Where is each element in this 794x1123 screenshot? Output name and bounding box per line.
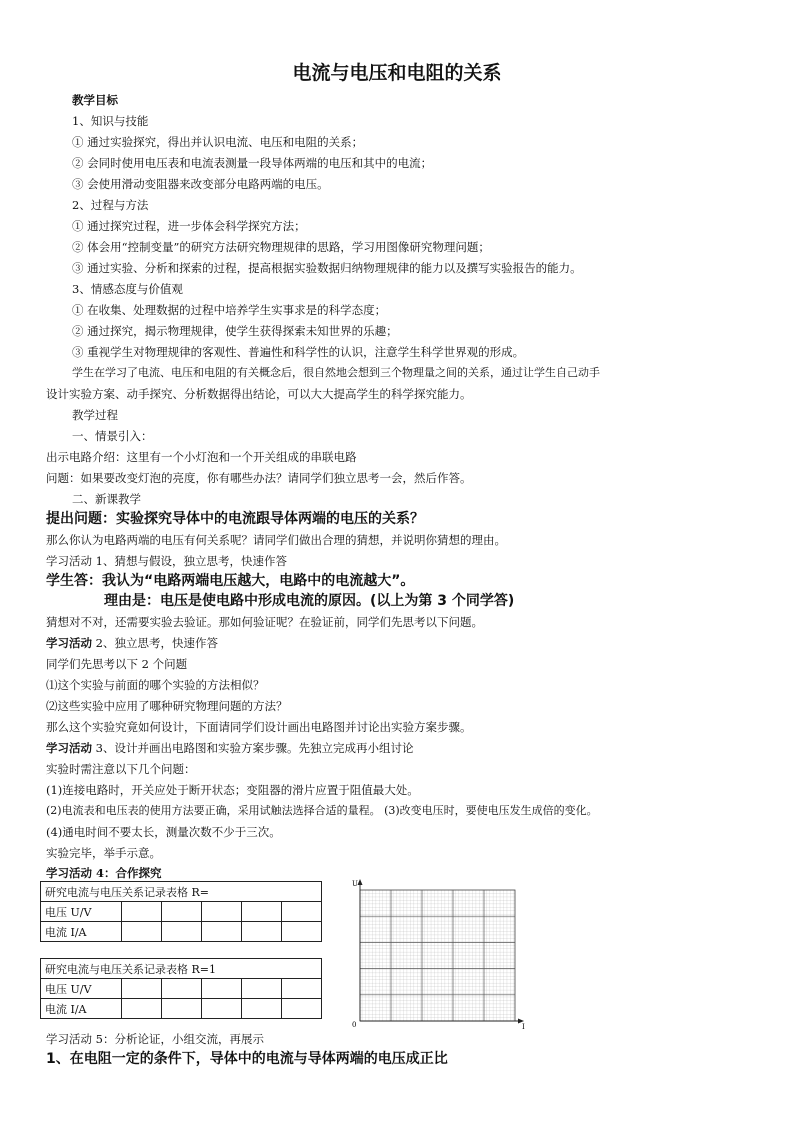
table-cell[interactable] [122, 902, 162, 922]
record-table-2 [40, 958, 322, 1019]
section-heading: 教学目标 [72, 93, 118, 107]
table-cell[interactable] [241, 999, 281, 1019]
text-line: 实验时需注意以下几个问题： [46, 762, 196, 776]
text-line: 那么这个实验究竟如何设计，下面请同学们设计画出电路图并讨论出实验方案步骤。 [46, 720, 472, 734]
table-cell[interactable] [161, 979, 201, 999]
table-cell[interactable] [122, 922, 162, 942]
text-line: (1)连接电路时，开关应处于断开状态；变阻器的滑片应置于阻值最大处。 [46, 783, 419, 797]
row-label: 电压 U/V [41, 979, 122, 999]
text-line: 设计实验方案、动手探究、分析数据得出结论，可以大大提高学生的科学探究能力。 [46, 387, 472, 401]
origin-label: 0 [352, 1021, 357, 1029]
text-line: ② 通过探究，揭示物理规律，使学生获得探索未知世界的乐趣； [72, 324, 398, 338]
u-i-graph-paper [348, 876, 532, 1034]
page-title: 电流与电压和电阻的关系 [292, 62, 502, 84]
activity-label: 学习活动 [46, 741, 92, 755]
text-line: ③ 通过实验、分析和探索的过程，提高根据实验数据归纳物理规律的能力以及撰写实验报告的能力。 [72, 261, 582, 275]
text-line: 那么你认为电路两端的电压有何关系呢？请同学们做出合理的猜想，并说明你猜想的理由。 [46, 533, 506, 547]
table-cell[interactable] [201, 999, 241, 1019]
section-heading: 教学过程 [72, 408, 118, 422]
table-cell[interactable] [122, 979, 162, 999]
text-line [46, 740, 413, 756]
text-line: 3、情感态度与价值观 [72, 282, 183, 296]
table-cell[interactable] [281, 999, 321, 1019]
text-line: 问题：如果要改变灯泡的亮度，你有哪些办法？请同学们独立思考一会，然后作答。 [46, 471, 472, 485]
table-cell[interactable] [241, 979, 281, 999]
table-cell[interactable] [241, 902, 281, 922]
text-line: ⑵这些实验中应用了哪种研究物理问题的方法？ [46, 699, 288, 713]
text-line: ① 通过实验探究，得出并认识电流、电压和电阻的关系； [72, 135, 364, 149]
text-line: 1、知识与技能 [72, 114, 149, 128]
activity-text: 3、设计并画出电路图和实验方案步骤。先独立完成再小组讨论 [92, 741, 414, 755]
text-line: ③ 重视学生对物理规律的客观性、普遍性和科学性的认识，注意学生科学世界观的形成。 [72, 345, 525, 359]
text-line: 2、过程与方法 [72, 198, 149, 212]
text-line: ② 会同时使用电压表和电流表测量一段导体两端的电压和其中的电流； [72, 156, 433, 170]
text-line: 同学们先思考以下 2 个问题 [46, 657, 188, 671]
row-label: 电流 I/A [41, 922, 122, 942]
text-line: (2)电流表和电压表的使用方法要正确，采用试触法选择合适的量程。 (3)改变电压时，要使电压发生成倍的变化。 [46, 804, 598, 817]
table-cell[interactable] [201, 902, 241, 922]
activity-text: 2、独立思考，快速作答 [92, 636, 218, 650]
y-axis-arrow [358, 879, 363, 885]
y-axis-label: U [352, 880, 358, 888]
table-cell[interactable] [161, 902, 201, 922]
text-line: 学习活动 1、猜想与假设，独立思考，快速作答 [46, 554, 287, 568]
row-label: 电压 U/V [41, 902, 122, 922]
text-line: 学生在学习了电流、电压和电阻的有关概念后，很自然地会想到三个物理量之间的关系，通过让学生自己动手 [72, 366, 600, 379]
record-table-1 [40, 881, 322, 942]
table-cell[interactable] [281, 902, 321, 922]
table-cell[interactable] [281, 979, 321, 999]
text-line: ② 体会用“控制变量”的研究方法研究物理规律的思路，学习用图像研究物理问题； [72, 240, 490, 254]
table-cell[interactable] [201, 922, 241, 942]
activity-label: 学习活动 [46, 636, 92, 650]
text-line: 二、新课教学 [72, 492, 141, 506]
text-line: ③ 会使用滑动变阻器来改变部分电路两端的电压。 [72, 177, 329, 191]
table-cell[interactable] [122, 999, 162, 1019]
table-cell[interactable] [281, 922, 321, 942]
text-line: (4)通电时间不要太长，测量次数不少于三次。 [46, 825, 281, 839]
conclusion: 1、在电阻一定的条件下，导体中的电流与导体两端的电压成正比 [46, 1051, 448, 1067]
text-line: ① 通过探究过程，进一步体会科学探究方法； [72, 219, 306, 233]
student-reason: 理由是：电压是使电路中形成电流的原因。(以上为第 3 个同学答) [104, 593, 515, 609]
text-line: 猜想对不对，还需要实验去验证。那如何验证呢？在验证前，同学们先思考以下问题。 [46, 615, 483, 629]
text-line [46, 635, 218, 651]
text-line: 出示电路介绍：这里有一个小灯泡和一个开关组成的串联电路 [46, 450, 357, 464]
activity-heading: 学习活动 4：合作探究 [46, 866, 162, 880]
text-line: 一、情景引入： [72, 429, 153, 443]
text-line: ⑴这个实验与前面的哪个实验的方法相似？ [46, 678, 265, 692]
student-answer: 学生答：我认为“电路两端电压越大，电路中的电流越大”。 [46, 573, 415, 589]
question-heading: 提出问题：实验探究导体中的电流跟导体两端的电压的关系？ [46, 511, 424, 527]
row-label: 电流 I/A [41, 999, 122, 1019]
table-caption: 研究电流与电压关系记录表格 R=1 [41, 959, 322, 979]
text-line: 学习活动 5：分析论证，小组交流，再展示 [46, 1032, 264, 1046]
table-caption: 研究电流与电压关系记录表格 R= [41, 882, 322, 902]
text-line: 实验完毕，举手示意。 [46, 846, 161, 860]
text-line: ① 在收集、处理数据的过程中培养学生实事求是的科学态度； [72, 303, 387, 317]
x-axis-label: I [522, 1023, 525, 1031]
table-cell[interactable] [161, 999, 201, 1019]
grid-area [360, 890, 515, 1021]
table-cell[interactable] [201, 979, 241, 999]
table-cell[interactable] [241, 922, 281, 942]
table-cell[interactable] [161, 922, 201, 942]
